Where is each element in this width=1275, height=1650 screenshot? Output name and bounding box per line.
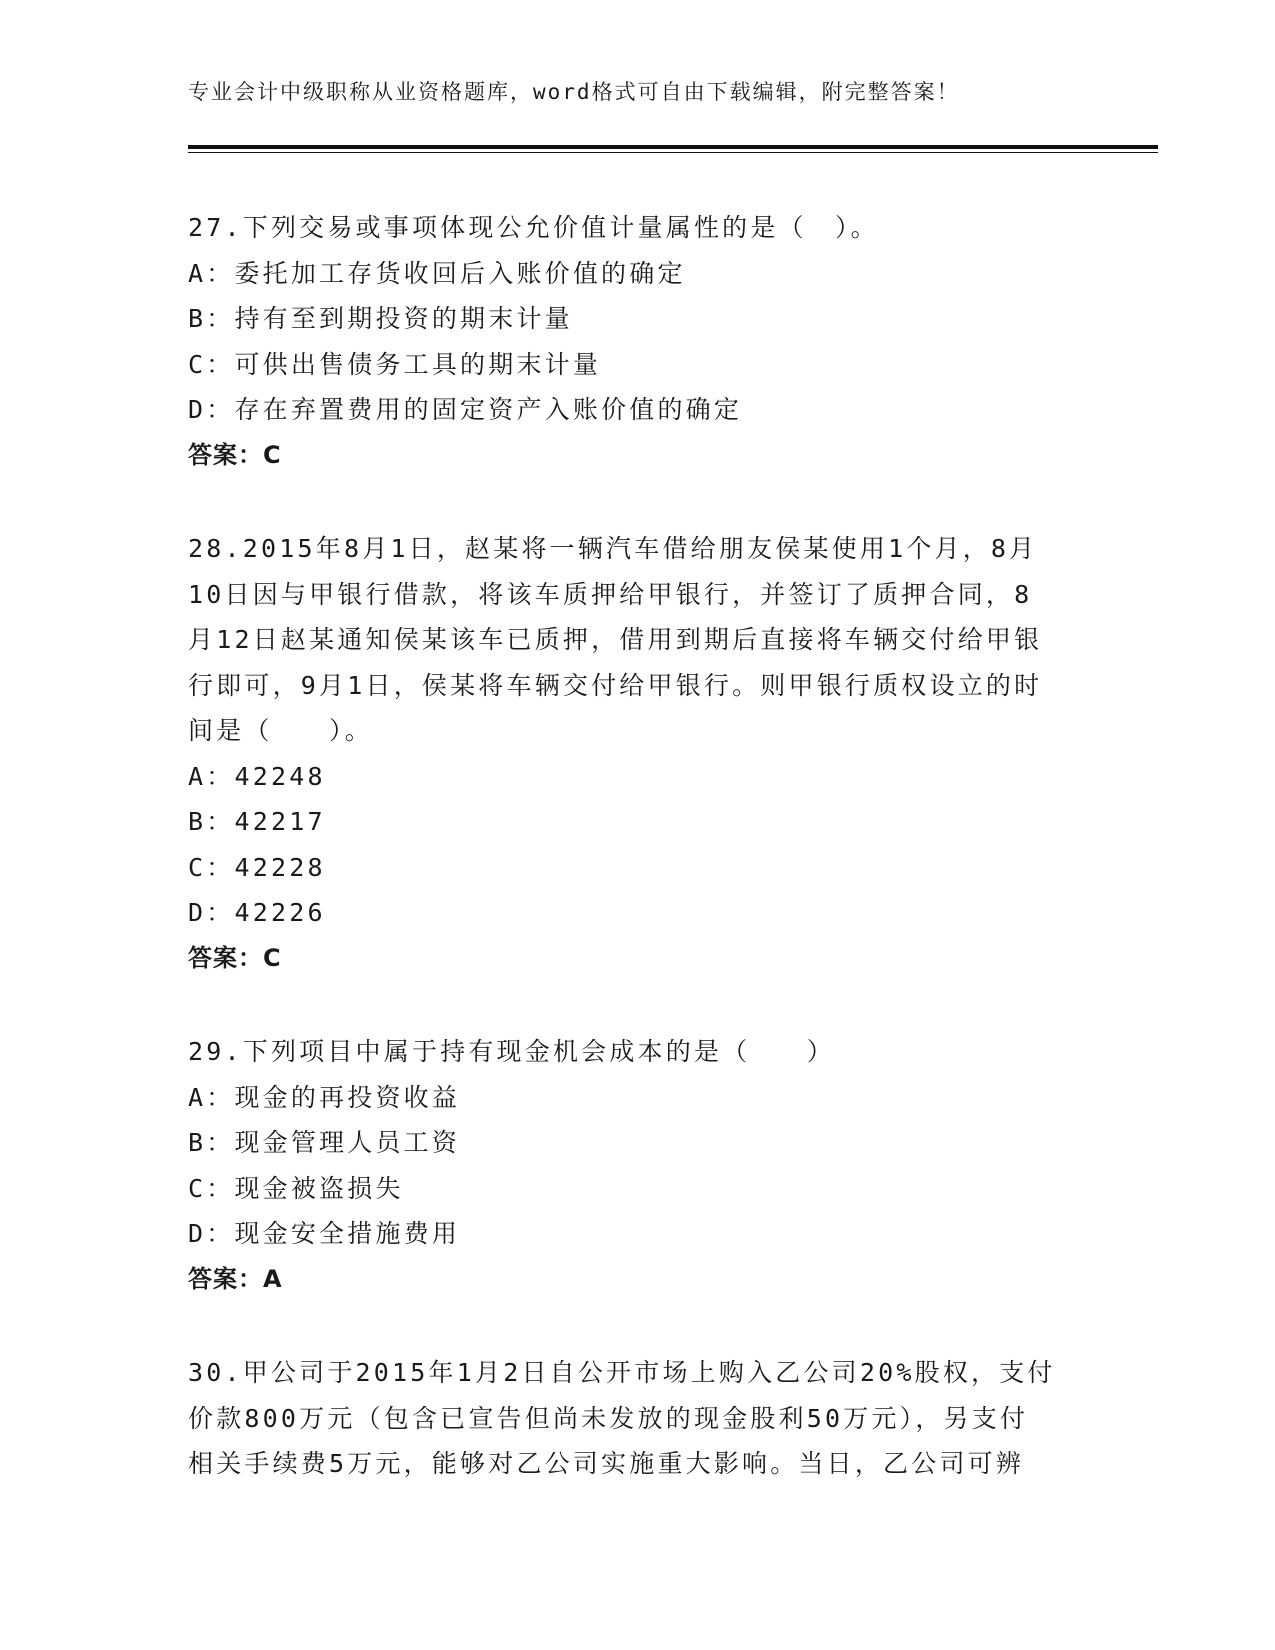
question-29 [188, 1029, 1088, 1302]
option-d: D：42226 [188, 898, 326, 927]
question-stem: 29.下列项目中属于持有现金机会成本的是（ ） [188, 1037, 835, 1066]
option-a: A：42248 [188, 761, 326, 791]
option-a: A：委托加工存货收回后入账价值的确定 [188, 258, 686, 288]
answer-label: 答案：C [188, 943, 282, 972]
question-stem-line-2: 价款800万元（包含已宣告但尚未发放的现金股利50万元），另支付 [188, 1403, 1029, 1433]
option-d: D：存在弃置费用的固定资产入账价值的确定 [188, 395, 743, 424]
question-stem-line-3: 相关手续费5万元，能够对乙公司实施重大影响。当日，乙公司可辨 [188, 1449, 1025, 1478]
option-b: B：42217 [188, 807, 326, 836]
header-divider-thick [188, 145, 1158, 149]
question-stem-line-3: 月12日赵某通知侯某该车已质押，借用到期后直接将车辆交付给甲银 [188, 625, 1043, 654]
question-30 [188, 1350, 1088, 1487]
option-c: C：现金被盗损失 [188, 1173, 404, 1203]
option-b: B：持有至到期投资的期末计量 [188, 304, 573, 333]
question-27 [188, 205, 1088, 478]
option-a: A：现金的再投资收益 [188, 1082, 461, 1112]
question-stem-line-1: 28.2015年8月1日，赵某将一辆汽车借给朋友侯某使用1个月，8月 [188, 534, 1038, 563]
option-b: B：现金管理人员工资 [188, 1128, 461, 1157]
header-divider-thin [188, 152, 1158, 153]
question-stem-line-4: 行即可，9月1日，侯某将车辆交付给甲银行。则甲银行质权设立的时 [188, 670, 1043, 700]
question-stem-line-1: 30.甲公司于2015年1月2日自公开市场上购入乙公司20%股权，支付 [188, 1358, 1056, 1387]
option-c: C：42228 [188, 852, 326, 882]
question-stem-line-5: 间是（ ）。 [188, 716, 373, 745]
option-d: D：现金安全措施费用 [188, 1219, 461, 1248]
question-stem-line-2: 10日因与甲银行借款，将该车质押给甲银行，并签订了质押合同，8 [188, 579, 1033, 609]
answer-label: 答案：C [188, 440, 282, 469]
question-list [188, 205, 1088, 1535]
question-28 [188, 526, 1088, 981]
option-c: C：可供出售债务工具的期末计量 [188, 349, 602, 379]
document-header: 专业会计中级职称从业资格题库，word格式可自由下载编辑，附完整答案！ [188, 80, 960, 104]
question-stem: 27.下列交易或事项体现公允价值计量属性的是（ ）。 [188, 213, 879, 242]
answer-label: 答案：A [188, 1264, 283, 1293]
